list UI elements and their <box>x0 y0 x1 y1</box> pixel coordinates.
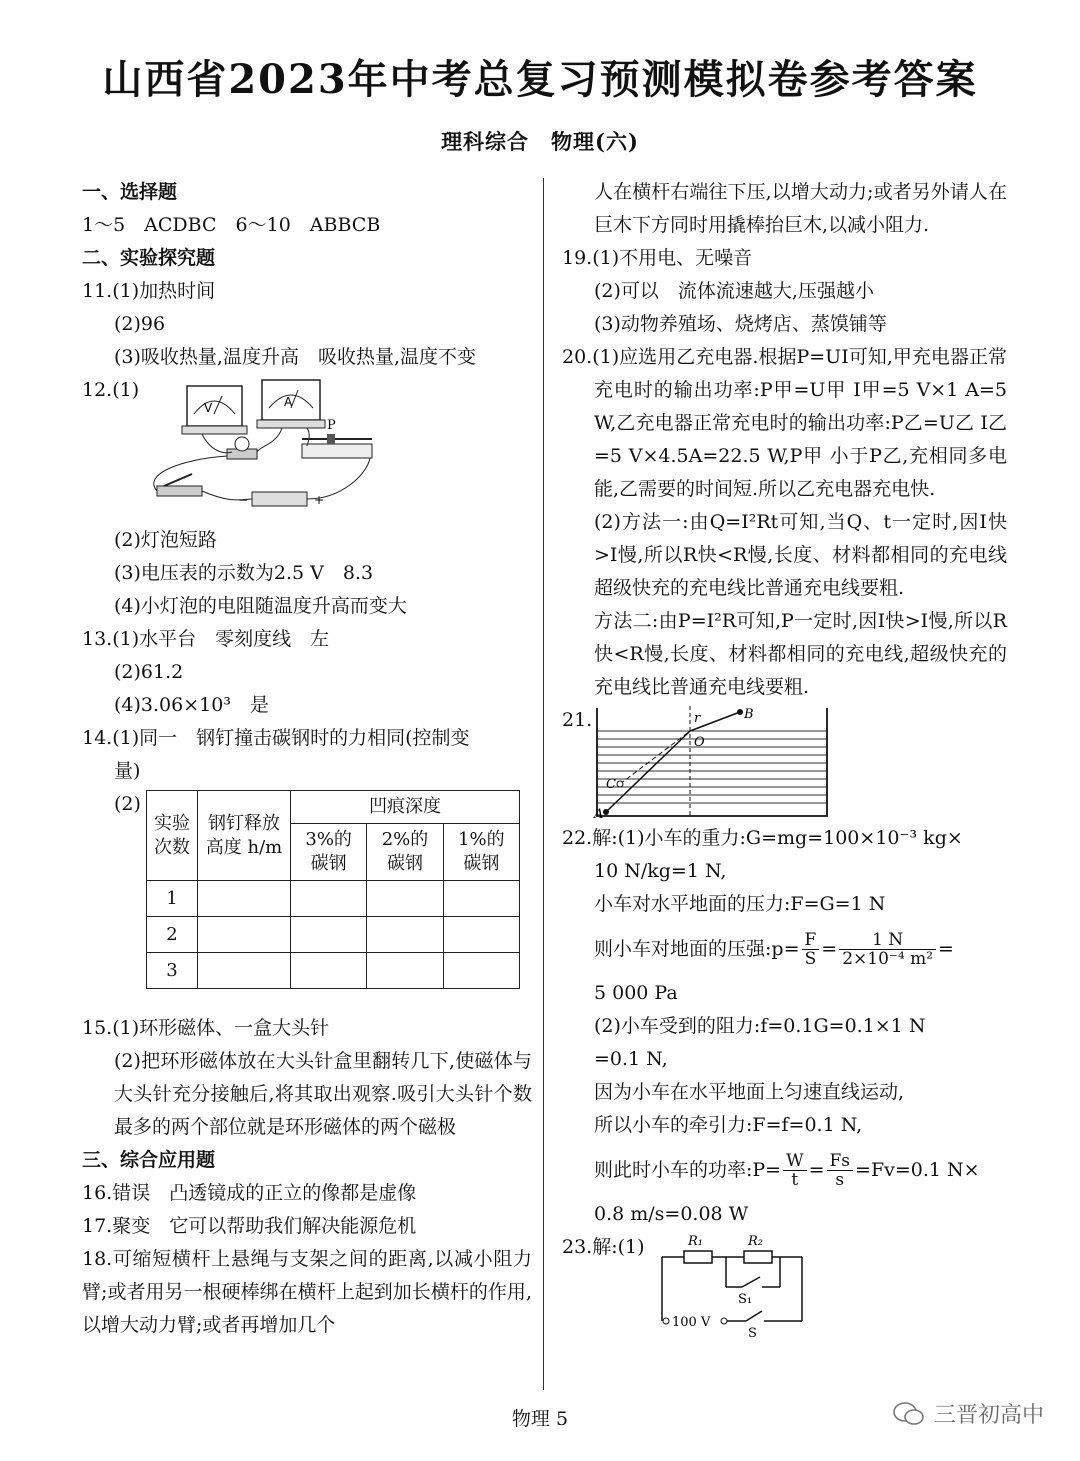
answer-line: 0.8 m/s=0.08 W <box>594 1203 749 1225</box>
switch-icon <box>157 474 202 496</box>
table-block <box>82 788 532 1012</box>
svg-text:−: − <box>238 493 249 507</box>
answer-line: 10 N/kg=1 N, <box>594 860 727 882</box>
answer-line: 所以小车的牵引力:F=f=0.1 N, <box>594 1114 863 1136</box>
answer-line: 19.(1)不用电、无噪音 <box>562 247 753 269</box>
header-c3: 3%的碳钢 <box>291 824 367 881</box>
answer-line: =0.1 N, <box>594 1048 668 1070</box>
answer-line: 22.解:(1)小车的重力:G=mg=100×10⁻³ kg× <box>562 827 963 849</box>
answer-line: (4)小灯泡的电阻随温度升高而变大 <box>114 595 407 617</box>
right-column <box>562 176 1007 1341</box>
refraction-figure <box>562 704 1007 822</box>
point-a-label: A <box>594 807 604 821</box>
answer-line: 23.解:(1) <box>562 1236 645 1258</box>
circuit-diagram <box>142 374 442 524</box>
answer-line: 12.(1) <box>82 379 140 401</box>
table-row <box>147 917 520 953</box>
table-cell: 3 <box>147 953 198 989</box>
watermark <box>892 1398 1044 1429</box>
left-column <box>82 176 532 1342</box>
answer-line: (2)96 <box>114 313 166 335</box>
circuit-figure <box>82 374 532 524</box>
point-c-label: C <box>606 777 616 792</box>
answer-line: 16.错误 凸透镜成的正立的像都是虚像 <box>82 1182 417 1204</box>
answer-paragraph: 20.(1)应选用乙充电器.根据P=UI可知,甲充电器正常充电时的输出功率:P甲=U甲 I甲=5 V×1 A=5 W,乙充电器正常充电时的输出功率:P乙=U乙 I乙=5 V×4.5A=22.5 W,P甲 小于P乙,充相同多电能,乙需要的时间短.所以乙充电器充电快. <box>562 346 1007 500</box>
watermark-text: 三晋初高中 <box>933 1403 1044 1428</box>
pressure-equation: 则小车对地面的压强:p= $\frac{F}{S}$ = $\frac{1 N}{\text{2×10⁻⁴ m²}}$ = <box>594 929 954 969</box>
fraction: $\frac{Fs}{s}$ <box>827 1152 854 1189</box>
chat-bubble-icon <box>892 1400 926 1428</box>
answer-line: 量) <box>114 760 141 782</box>
ammeter-icon <box>257 380 325 428</box>
header-height: 钢钉释放高度 h/m <box>198 791 291 881</box>
header-trial: 实验次数 <box>147 791 198 881</box>
s-label: S <box>748 1326 757 1338</box>
header-depth: 凹痕深度 <box>291 791 520 824</box>
point-b-label: B <box>744 707 754 722</box>
answer-line: 17.聚变 它可以帮助我们解决能源危机 <box>82 1215 417 1237</box>
answer-line: 15.(1)环形磁体、一盒大头针 <box>82 1017 330 1039</box>
voltage-label: 100 V <box>672 1315 711 1330</box>
answer-line: 13.(1)水平台 零刻度线 左 <box>82 628 330 650</box>
table-cell: 1 <box>147 881 198 917</box>
answer-line: (3)动物养殖场、烧烤店、蒸馍铺等 <box>594 313 887 335</box>
equation-text: =Fv=0.1 N× <box>855 1158 980 1181</box>
bulb-icon <box>227 437 257 459</box>
answer-line: (2)小车受到的阻力:f=0.1G=0.1×1 N <box>594 1015 926 1037</box>
ammeter-label: A <box>284 395 293 409</box>
table-row <box>147 881 520 917</box>
answer-line: (3)电压表的示数为2.5 V 8.3 <box>114 562 374 584</box>
answer-paragraph: 18.可缩短横杆上悬绳与支架之间的距离,以减小阻力臂;或者用另一根硬棒绑在横杆上起到加长横杆的作用,以增大动力臂;或者再增加几个 <box>82 1248 532 1336</box>
data-table <box>146 790 520 989</box>
answer-line: (2)可以 流体流速越大,压强越小 <box>594 280 874 302</box>
voltmeter-icon <box>182 386 247 434</box>
answer-line: (2) <box>114 793 141 815</box>
fraction: $\frac{1 N}{\text{2×10⁻⁴ m²}}$ <box>839 931 936 968</box>
slider-label: P <box>327 418 336 433</box>
page-title: 山西省2023年中考总复习预测模拟卷参考答案 <box>102 56 978 103</box>
answer-paragraph: (2)方法一:由Q=I²Rt可知,当Q、t一定时,因I快>I慢,所以R快<R慢,长度、材料都相同的充电线超级快充的充电线比普通充电线要粗. <box>594 511 1007 599</box>
section-heading: 二、实验探究题 <box>82 247 216 269</box>
section-heading: 一、选择题 <box>82 181 178 203</box>
voltmeter-label: V <box>204 401 213 415</box>
answer-line: (2)灯泡短路 <box>114 529 217 551</box>
answer-line: 14.(1)同一 钢钉撞击碳钢时的力相同(控制变 <box>82 727 470 749</box>
svg-text:+: + <box>314 493 325 507</box>
point-o-label: O <box>694 735 705 750</box>
answer-line: (2)61.2 <box>114 661 184 683</box>
table-cell: 2 <box>147 917 198 953</box>
angle-r-label: r <box>694 711 701 726</box>
refraction-diagram <box>592 706 832 821</box>
answer-line: 因为小车在水平地面上匀速直线运动, <box>594 1081 905 1103</box>
answer-line: 1～5 ACDBC 6～10 ABBCB <box>82 214 381 236</box>
answer-line: 5 000 Pa <box>594 982 678 1004</box>
power-equation: 则此时小车的功率:P= $\frac{W}{t}$ = $\frac{Fs}{s}$ =Fv=0.1 N× <box>594 1150 980 1190</box>
answer-line: 11.(1)加热时间 <box>82 280 216 302</box>
equation-text: 则此时小车的功率:P= <box>594 1158 782 1181</box>
circuit-figure-23 <box>562 1231 1007 1341</box>
section-heading: 三、综合应用题 <box>82 1149 216 1171</box>
header-c2: 2%的碳钢 <box>367 824 443 881</box>
series-circuit-diagram <box>654 1233 834 1338</box>
answer-line: 21. <box>562 709 593 731</box>
s1-label: S₁ <box>738 1292 753 1307</box>
answer-paragraph: 人在横杆右端往下压,以增大动力;或者另外请人在巨木下方同时用撬棒抬巨木,以减小阻力. <box>594 181 1007 236</box>
header-c1: 1%的碳钢 <box>443 824 519 881</box>
table-row <box>147 953 520 989</box>
answer-paragraph: (2)把环形磁体放在大头针盒里翻转几下,使磁体与大头针充分接触后,将其取出观察.吸引大头针个数最多的两个部位就是环形磁体的两个磁极 <box>114 1050 532 1138</box>
page-footer: 物理 5 <box>511 1408 569 1430</box>
r1-label: R₁ <box>688 1234 703 1249</box>
answer-line: 小车对水平地面的压力:F=G=1 N <box>594 893 886 915</box>
fraction: $\frac{F}{S}$ <box>802 931 820 968</box>
answer-line: (4)3.06×10³ 是 <box>114 694 269 716</box>
r2-label: R₂ <box>748 1234 763 1249</box>
column-divider <box>543 178 544 1390</box>
fraction: $\frac{W}{t}$ <box>783 1152 806 1189</box>
page-subtitle: 理科综合 物理(六) <box>441 129 639 154</box>
equation-text: 则小车对地面的压强:p= <box>594 937 800 960</box>
answer-paragraph: 方法二:由P=I²R可知,P一定时,因I快>I慢,所以R快<R慢,长度、材料都相同的充电线,超级快充的充电线比普通充电线要粗. <box>594 610 1007 698</box>
answer-line: (3)吸收热量,温度升高 吸收热量,温度不变 <box>114 346 476 368</box>
